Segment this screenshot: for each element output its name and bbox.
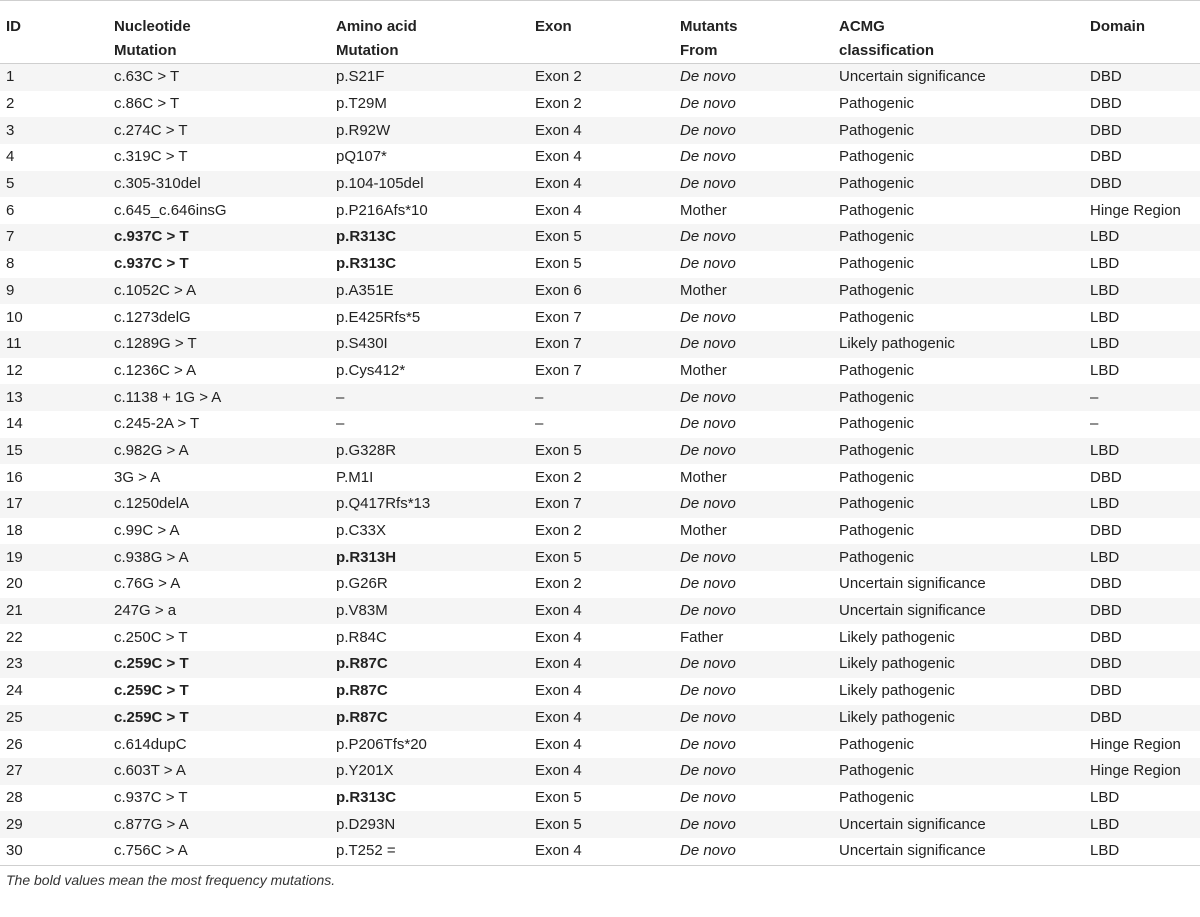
id-cell: 30	[0, 838, 108, 865]
table-row	[0, 624, 1200, 651]
mutant-origin-cell: De novo	[674, 838, 833, 865]
exon-cell: Exon 4	[535, 175, 582, 193]
table-row	[0, 358, 1200, 385]
acmg-cell: Pathogenic	[839, 255, 915, 273]
nucleotide-cell: c.1236C > A	[114, 361, 197, 379]
nucleotide-cell: 247G > a	[114, 602, 177, 620]
amino-acid-cell: p.R92W	[336, 121, 391, 139]
acmg-cell: Likely pathogenic	[839, 708, 955, 726]
acmg-cell: Uncertain significance	[839, 68, 986, 86]
nucleotide-cell: c.645_c.646insG	[114, 201, 227, 219]
mutant-origin-cell: De novo	[680, 548, 736, 566]
exon-cell: Exon 2	[535, 95, 582, 113]
nucleotide-cell: c.245-2A > T	[114, 415, 200, 433]
acmg-cell: Pathogenic	[839, 175, 915, 193]
domain-cell: DBD	[1090, 522, 1122, 540]
amino-acid-cell: P.M1I	[336, 468, 374, 486]
nucleotide-cell: c.259C > T	[114, 655, 189, 673]
exon-cell: Exon 4	[535, 762, 582, 780]
mutant-origin-cell: De novo	[680, 308, 736, 326]
id-cell: 17	[6, 495, 23, 513]
table-row	[0, 331, 1200, 358]
mutant-origin-cell: De novo	[680, 788, 736, 806]
nucleotide-cell: c.937C > T	[114, 228, 189, 246]
exon-cell: Exon 2	[535, 468, 582, 486]
table-row	[0, 811, 1200, 838]
acmg-cell: Likely pathogenic	[839, 335, 955, 353]
id-cell: 12	[6, 361, 23, 379]
mutant-origin-cell: De novo	[680, 255, 736, 273]
amino-acid-cell: p.Q417Rfs*13	[336, 495, 431, 513]
domain-cell: LBD	[1090, 335, 1120, 353]
acmg-cell: Uncertain significance	[833, 838, 1084, 865]
nucleotide-cell: c.274C > T	[114, 121, 188, 139]
acmg-cell: Pathogenic	[839, 281, 915, 299]
amino-acid-cell: p.G26R	[336, 575, 388, 593]
domain-cell: LBD	[1090, 228, 1120, 246]
acmg-cell: Pathogenic	[839, 228, 915, 246]
acmg-cell: Pathogenic	[839, 468, 915, 486]
domain-cell: DBD	[1090, 708, 1122, 726]
domain-cell: Hinge Region	[1090, 762, 1181, 780]
id-cell: 22	[6, 628, 23, 646]
mutant-origin-cell: De novo	[680, 735, 736, 753]
amino-acid-cell: p.C33X	[336, 522, 387, 540]
table-row	[0, 491, 1200, 518]
id-cell: 2	[6, 95, 15, 113]
mutant-origin-cell: De novo	[680, 148, 736, 166]
domain-cell: DBD	[1090, 602, 1122, 620]
table-row	[0, 838, 1200, 865]
mutant-origin-cell: De novo	[680, 575, 736, 593]
acmg-cell: Pathogenic	[839, 762, 915, 780]
table-row	[0, 651, 1200, 678]
header-row	[0, 1, 1200, 64]
id-cell: 5	[6, 175, 15, 193]
id-cell: 14	[6, 415, 23, 433]
amino-acid-cell: p.S21F	[336, 68, 385, 86]
id-cell: 10	[6, 308, 23, 326]
mutant-origin-cell: Mother	[680, 522, 727, 540]
domain-cell: DBD	[1090, 95, 1122, 113]
table-row	[0, 224, 1200, 251]
nucleotide-cell: c.756C > A	[108, 838, 330, 865]
acmg-cell: Pathogenic	[839, 148, 915, 166]
table-row	[0, 64, 1200, 91]
column-header-line: Amino acid	[336, 18, 417, 35]
amino-acid-cell: p.V83M	[336, 602, 388, 620]
nucleotide-cell: c.76G > A	[114, 575, 181, 593]
table-body	[0, 64, 1200, 866]
acmg-cell: Likely pathogenic	[839, 628, 955, 646]
amino-acid-cell: p.Cys412*	[336, 361, 406, 379]
amino-acid-cell: pQ107*	[336, 148, 387, 166]
column-header-line: Mutation	[114, 42, 177, 59]
table-row	[0, 91, 1200, 118]
mutant-origin-cell: De novo	[680, 415, 736, 433]
acmg-cell: Uncertain significance	[839, 815, 986, 833]
exon-cell: Exon 4	[535, 201, 582, 219]
amino-acid-cell: p.Y201X	[336, 762, 394, 780]
exon-cell: Exon 4	[529, 838, 674, 865]
exon-cell: Exon 7	[535, 335, 582, 353]
column-header	[1084, 1, 1200, 64]
id-cell: 18	[6, 522, 23, 540]
table-row	[0, 464, 1200, 491]
column-header	[529, 1, 674, 64]
domain-cell: LBD	[1090, 548, 1120, 566]
id-cell: 24	[6, 682, 23, 700]
nucleotide-cell: c.305-310del	[114, 175, 201, 193]
column-header	[108, 1, 330, 64]
exon-cell: Exon 4	[535, 682, 582, 700]
exon-cell: Exon 6	[535, 281, 582, 299]
column-header	[330, 1, 529, 64]
table-row	[0, 384, 1200, 411]
exon-cell: Exon 4	[535, 655, 582, 673]
acmg-cell: Pathogenic	[839, 735, 915, 753]
amino-acid-cell: p.R313C	[336, 255, 397, 273]
mutant-origin-cell: Father	[680, 628, 724, 646]
acmg-cell: Pathogenic	[839, 441, 915, 459]
acmg-cell: Pathogenic	[839, 522, 915, 540]
mutant-origin-cell: De novo	[680, 682, 736, 700]
table-row	[0, 785, 1200, 812]
table-row	[0, 197, 1200, 224]
id-cell: 29	[6, 815, 23, 833]
domain-cell: DBD	[1090, 682, 1122, 700]
amino-acid-cell: p.R313C	[336, 788, 397, 806]
mutant-origin-cell: De novo	[680, 495, 736, 513]
exon-cell: Exon 4	[535, 735, 582, 753]
exon-cell: Exon 4	[535, 708, 582, 726]
exon-cell: Exon 2	[535, 68, 582, 86]
nucleotide-cell: c.1052C > A	[114, 281, 197, 299]
acmg-cell: Pathogenic	[839, 388, 915, 406]
amino-acid-cell: p.104-105del	[336, 175, 424, 193]
domain-cell: Hinge Region	[1090, 735, 1181, 753]
nucleotide-cell: c.259C > T	[114, 708, 189, 726]
exon-cell: Exon 2	[535, 522, 582, 540]
nucleotide-cell: c.86C > T	[114, 95, 180, 113]
column-header	[0, 1, 108, 64]
domain-cell: LBD	[1084, 838, 1200, 865]
column-header	[833, 1, 1084, 64]
nucleotide-cell: c.63C > T	[114, 68, 180, 86]
column-header-line: ID	[6, 18, 21, 35]
exon-cell: Exon 4	[535, 148, 582, 166]
domain-cell: DBD	[1090, 655, 1122, 673]
id-cell: 26	[6, 735, 23, 753]
nucleotide-cell: c.937C > T	[114, 255, 189, 273]
table-row	[0, 278, 1200, 305]
table-footnote: The bold values mean the most frequency mutations.	[6, 871, 336, 888]
domain-cell: LBD	[1090, 815, 1120, 833]
mutant-origin-cell: De novo	[680, 655, 736, 673]
table-row	[0, 598, 1200, 625]
exon-cell: Exon 7	[535, 308, 582, 326]
acmg-cell: Uncertain significance	[839, 602, 986, 620]
amino-acid-cell: p.G328R	[336, 441, 397, 459]
id-cell: 11	[6, 335, 22, 353]
table-row	[0, 251, 1200, 278]
domain-cell: LBD	[1090, 788, 1120, 806]
mutant-origin-cell: De novo	[680, 441, 736, 459]
table-row	[0, 731, 1200, 758]
column-header-line: Domain	[1090, 18, 1146, 35]
amino-acid-cell: p.P206Tfs*20	[336, 735, 427, 753]
column-header-line: classification	[839, 42, 935, 59]
amino-acid-cell: p.R84C	[336, 628, 387, 646]
column-header-line: Nucleotide	[114, 18, 191, 35]
acmg-cell: Pathogenic	[839, 415, 915, 433]
table-row	[0, 411, 1200, 438]
id-cell: 21	[6, 602, 23, 620]
acmg-cell: Uncertain significance	[839, 575, 986, 593]
exon-cell: Exon 7	[535, 361, 582, 379]
domain-cell: LBD	[1090, 281, 1120, 299]
nucleotide-cell: c.603T > A	[114, 762, 186, 780]
id-cell: 27	[6, 762, 23, 780]
id-cell: 3	[6, 121, 15, 139]
exon-cell: Exon 4	[535, 602, 582, 620]
table-row	[0, 171, 1200, 198]
amino-acid-cell: p.D293N	[336, 815, 396, 833]
amino-acid-cell: –	[336, 415, 345, 433]
domain-cell: DBD	[1090, 175, 1122, 193]
nucleotide-cell: 3G > A	[114, 468, 161, 486]
nucleotide-cell: c.937C > T	[114, 788, 188, 806]
nucleotide-cell: c.614dupC	[114, 735, 187, 753]
id-cell: 8	[6, 255, 15, 273]
domain-cell: DBD	[1090, 628, 1122, 646]
mutant-origin-cell: Mother	[680, 201, 727, 219]
id-cell: 7	[6, 228, 15, 246]
id-cell: 23	[6, 655, 23, 673]
mutant-origin-cell: De novo	[680, 708, 736, 726]
domain-cell: –	[1090, 388, 1099, 406]
acmg-cell: Pathogenic	[839, 121, 915, 139]
domain-cell: DBD	[1090, 121, 1122, 139]
domain-cell: –	[1090, 415, 1099, 433]
mutant-origin-cell: De novo	[680, 815, 736, 833]
mutant-origin-cell: De novo	[680, 228, 736, 246]
nucleotide-cell: c.982G > A	[114, 441, 189, 459]
mutant-origin-cell: De novo	[680, 175, 736, 193]
domain-cell: LBD	[1090, 308, 1120, 326]
id-cell: 15	[6, 441, 23, 459]
mutant-origin-cell: De novo	[680, 388, 736, 406]
amino-acid-cell: p.R313H	[336, 548, 397, 566]
exon-cell: Exon 5	[535, 788, 582, 806]
table-row	[0, 544, 1200, 571]
amino-acid-cell: p.S430I	[336, 335, 388, 353]
id-cell: 20	[6, 575, 23, 593]
acmg-cell: Pathogenic	[839, 201, 915, 219]
domain-cell: LBD	[1090, 495, 1120, 513]
id-cell: 6	[6, 201, 15, 219]
column-header-line: ACMG	[839, 18, 885, 35]
nucleotide-cell: c.250C > T	[114, 628, 188, 646]
id-cell: 13	[6, 388, 23, 406]
nucleotide-cell: c.877G > A	[114, 815, 189, 833]
id-cell: 28	[6, 788, 23, 806]
nucleotide-cell: c.259C > T	[114, 682, 189, 700]
mutant-origin-cell: Mother	[680, 361, 727, 379]
mutant-origin-cell: De novo	[680, 762, 736, 780]
amino-acid-cell: p.R87C	[336, 655, 388, 673]
amino-acid-cell: p.T29M	[336, 95, 387, 113]
table-row	[0, 571, 1200, 598]
acmg-cell: Likely pathogenic	[839, 655, 955, 673]
acmg-cell: Pathogenic	[839, 495, 915, 513]
column-header-line: Mutants	[680, 18, 738, 35]
domain-cell: DBD	[1090, 68, 1122, 86]
domain-cell: DBD	[1090, 468, 1122, 486]
nucleotide-cell: c.99C > A	[114, 522, 180, 540]
exon-cell: Exon 2	[535, 575, 582, 593]
nucleotide-cell: c.938G > A	[114, 548, 189, 566]
amino-acid-cell: p.E425Rfs*5	[336, 308, 421, 326]
id-cell: 25	[6, 708, 23, 726]
domain-cell: LBD	[1090, 255, 1120, 273]
nucleotide-cell: c.1250delA	[114, 495, 190, 513]
table-row	[0, 144, 1200, 171]
domain-cell: LBD	[1090, 441, 1120, 459]
id-cell: 4	[6, 148, 15, 166]
exon-cell: Exon 5	[535, 441, 582, 459]
id-cell: 16	[6, 468, 23, 486]
exon-cell: Exon 5	[535, 228, 582, 246]
mutant-origin-cell: De novo	[680, 68, 736, 86]
nucleotide-cell: c.1289G > T	[114, 335, 197, 353]
domain-cell: LBD	[1090, 361, 1120, 379]
acmg-cell: Pathogenic	[839, 95, 915, 113]
mutant-origin-cell: De novo	[680, 335, 736, 353]
id-cell: 19	[6, 548, 23, 566]
column-header-line: Mutation	[336, 42, 399, 59]
mutant-origin-cell: De novo	[680, 121, 736, 139]
table-row	[0, 304, 1200, 331]
table-row	[0, 758, 1200, 785]
id-cell: 1	[6, 68, 15, 86]
exon-cell: Exon 5	[535, 255, 582, 273]
amino-acid-cell: p.T252 =	[330, 838, 529, 865]
exon-cell: Exon 7	[535, 495, 582, 513]
column-header-line: Exon	[535, 18, 572, 35]
nucleotide-cell: c.319C > T	[114, 148, 188, 166]
amino-acid-cell: p.R87C	[336, 708, 388, 726]
amino-acid-cell: p.R313C	[336, 228, 397, 246]
domain-cell: Hinge Region	[1090, 201, 1181, 219]
domain-cell: DBD	[1090, 575, 1122, 593]
exon-cell: –	[535, 388, 544, 406]
exon-cell: Exon 4	[535, 121, 582, 139]
acmg-cell: Pathogenic	[839, 548, 915, 566]
exon-cell: Exon 5	[535, 548, 582, 566]
acmg-cell: Pathogenic	[839, 361, 915, 379]
amino-acid-cell: –	[336, 388, 345, 406]
acmg-cell: Pathogenic	[839, 788, 915, 806]
amino-acid-cell: p.P216Afs*10	[336, 201, 428, 219]
amino-acid-cell: p.A351E	[336, 281, 394, 299]
nucleotide-cell: c.1138 + 1G > A	[114, 388, 222, 406]
table-row	[0, 117, 1200, 144]
mutant-origin-cell: Mother	[680, 468, 727, 486]
amino-acid-cell: p.R87C	[336, 682, 388, 700]
domain-cell: DBD	[1090, 148, 1122, 166]
acmg-cell: Pathogenic	[839, 308, 915, 326]
table-row	[0, 518, 1200, 545]
table-row	[0, 705, 1200, 732]
mutant-origin-cell: Mother	[680, 281, 727, 299]
column-header	[674, 1, 833, 64]
table-row	[0, 678, 1200, 705]
exon-cell: –	[535, 415, 544, 433]
id-cell: 9	[6, 281, 15, 299]
table-row	[0, 438, 1200, 465]
mutant-origin-cell: De novo	[680, 95, 736, 113]
column-header-line: From	[680, 42, 718, 59]
mutant-origin-cell: De novo	[680, 602, 736, 620]
exon-cell: Exon 5	[535, 815, 582, 833]
nucleotide-cell: c.1273delG	[114, 308, 191, 326]
exon-cell: Exon 4	[535, 628, 582, 646]
acmg-cell: Likely pathogenic	[839, 682, 955, 700]
